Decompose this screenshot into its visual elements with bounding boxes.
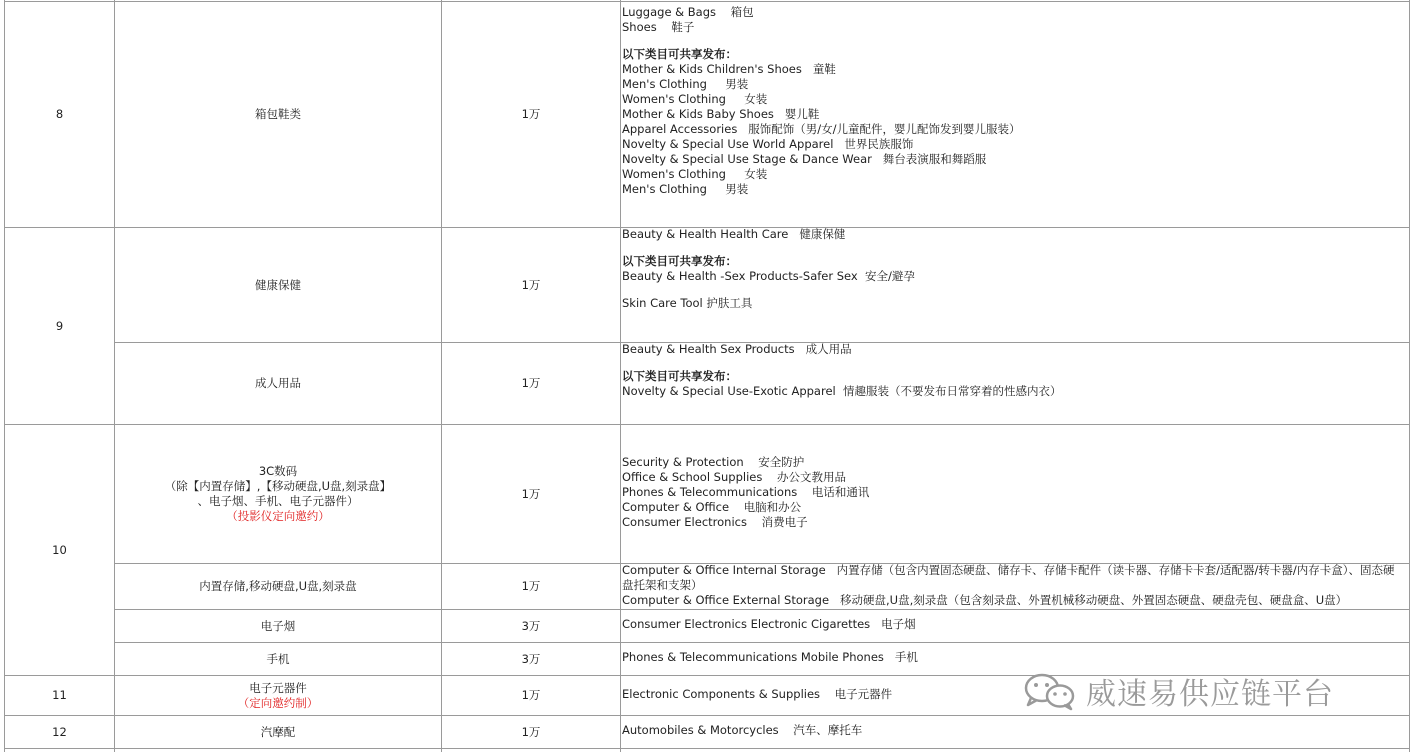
detail-cell bbox=[622, 5, 1021, 197]
line-gap bbox=[622, 357, 1062, 369]
detail-line: Novelty & Special Use World Apparel 世界民族服饰 bbox=[622, 137, 914, 151]
detail-line: Phones & Telecommunications Mobile Phones 手机 bbox=[622, 650, 918, 664]
wechat-icon bbox=[1022, 671, 1080, 711]
detail-line: Computer & Office External Storage 移动硬盘,U盘,刻录盘（包含刻录盘、外置机械移动硬盘、外置固态硬盘、硬盘壳包、硬盘盒、U盘） bbox=[622, 593, 1348, 607]
detail-line: Mother & Kids Baby Shoes 婴儿鞋 bbox=[622, 107, 820, 121]
row-number bbox=[5, 2, 114, 227]
row-number-text: 12 bbox=[52, 724, 67, 739]
detail-cell bbox=[622, 723, 862, 738]
detail-line: Beauty & Health Health Care 健康保健 bbox=[622, 227, 846, 241]
fee-cell bbox=[442, 643, 620, 675]
line-gap bbox=[622, 35, 1021, 47]
row-number bbox=[5, 228, 114, 424]
category-cell bbox=[115, 343, 441, 424]
row-number-text: 11 bbox=[52, 688, 67, 702]
invite-note: （投影仪定向邀约） bbox=[226, 509, 330, 523]
category-cell bbox=[115, 610, 441, 642]
detail-line: Office & School Supplies 办公文教用品 bbox=[622, 470, 846, 484]
detail-line: Mother & Kids Children's Shoes 童鞋 bbox=[622, 62, 836, 76]
detail-line: 盘托架和支架） bbox=[622, 578, 703, 592]
detail-cell bbox=[622, 342, 1062, 399]
invite-note: （定向邀约制） bbox=[237, 695, 319, 710]
fee-text: 1万 bbox=[521, 277, 541, 292]
row-number-text: 9 bbox=[55, 318, 64, 333]
detail-cell bbox=[622, 617, 916, 632]
category-cell bbox=[115, 564, 441, 609]
detail-line: Consumer Electronics Electronic Cigarettes 电子烟 bbox=[622, 617, 916, 631]
detail-line: Luggage & Bags 箱包 bbox=[622, 5, 754, 19]
detail-line: Beauty & Health -Sex Products-Safer Sex 安全/避孕 bbox=[622, 269, 915, 283]
detail-line: Novelty & Special Use-Exotic Apparel 情趣服装（不要发布日常穿着的性感内衣） bbox=[622, 384, 1062, 398]
fee-text: 1万 bbox=[521, 107, 541, 121]
detail-line: Apparel Accessories 服饰配饰（男/女/儿童配件，婴儿配饰发到婴儿服装） bbox=[622, 122, 1021, 136]
table-border bbox=[1409, 0, 1410, 752]
fee-cell bbox=[442, 425, 620, 563]
fee-cell bbox=[442, 610, 620, 642]
row-number-text: 8 bbox=[55, 107, 64, 121]
detail-line: Phones & Telecommunications 电话和通讯 bbox=[622, 485, 870, 499]
fee-text: 3万 bbox=[521, 618, 541, 633]
row-number bbox=[5, 425, 114, 675]
detail-line: Automobiles & Motorcycles 汽车、摩托车 bbox=[622, 723, 863, 737]
category-text: 电子烟 bbox=[260, 618, 296, 633]
table-border bbox=[620, 0, 621, 752]
fee-text: 1万 bbox=[521, 376, 541, 390]
detail-line: Computer & Office 电脑和办公 bbox=[622, 500, 802, 514]
fee-text: 1万 bbox=[521, 579, 541, 593]
row-number-text: 10 bbox=[52, 542, 67, 557]
detail-cell bbox=[622, 650, 918, 665]
detail-line: Security & Protection 安全防护 bbox=[622, 455, 805, 469]
detail-line: Men's Clothing 男装 bbox=[622, 182, 749, 196]
fee-cell bbox=[442, 716, 620, 748]
detail-line: Computer & Office Internal Storage 内置存储（包含内置固态硬盘、储存卡、存储卡配件（读卡器、存储卡卡套/适配器/转卡器/内存卡盒）、固态硬 bbox=[622, 563, 1395, 577]
detail-line: Men's Clothing 男装 bbox=[622, 77, 749, 91]
fee-text: 3万 bbox=[521, 651, 541, 666]
fee-text: 1万 bbox=[521, 486, 541, 501]
detail-line: Women's Clothing 女装 bbox=[622, 167, 768, 181]
category-text: 成人用品 bbox=[255, 376, 301, 390]
fee-cell bbox=[442, 564, 620, 609]
detail-line: Novelty & Special Use Stage & Dance Wear 舞台表演服和舞蹈服 bbox=[622, 152, 987, 166]
category-line: 3C数码 bbox=[258, 464, 298, 478]
detail-cell bbox=[622, 455, 869, 530]
row-number bbox=[5, 676, 114, 715]
shared-heading: 以下类目可共享发布： bbox=[622, 254, 737, 268]
category-line: （除【内置存储】,【移动硬盘,U盘,刻录盘】 bbox=[164, 479, 392, 493]
category-text: 手机 bbox=[266, 651, 290, 666]
category-cell bbox=[115, 228, 441, 342]
detail-cell bbox=[622, 687, 892, 702]
watermark bbox=[1022, 668, 1334, 714]
category-cell bbox=[115, 676, 441, 715]
detail-cell bbox=[622, 563, 1394, 608]
watermark-text: 威速易供应链平台 bbox=[1086, 677, 1334, 712]
fee-cell bbox=[442, 2, 620, 227]
fee-text: 1万 bbox=[521, 724, 541, 739]
detail-line: Shoes 鞋子 bbox=[622, 20, 695, 34]
category-text: 健康保健 bbox=[255, 277, 301, 292]
category-text: 内置存储,移动硬盘,U盘,刻录盘 bbox=[199, 579, 357, 593]
detail-cell bbox=[622, 227, 915, 311]
fee-text: 1万 bbox=[521, 688, 541, 702]
shared-heading: 以下类目可共享发布： bbox=[622, 369, 737, 383]
category-line: 、电子烟、手机、电子元器件） bbox=[197, 494, 359, 508]
category-cell bbox=[115, 643, 441, 675]
category-text: 箱包鞋类 bbox=[255, 107, 301, 121]
category-cell bbox=[115, 2, 441, 227]
category-text: 电子元器件 bbox=[249, 680, 307, 695]
fee-cell bbox=[442, 228, 620, 342]
detail-line: Beauty & Health Sex Products 成人用品 bbox=[622, 342, 852, 356]
category-text: 汽摩配 bbox=[260, 724, 296, 739]
detail-line: Electronic Components & Supplies 电子元器件 bbox=[622, 687, 893, 701]
shared-heading: 以下类目可共享发布： bbox=[622, 47, 737, 61]
category-cell bbox=[115, 716, 441, 748]
fee-cell bbox=[442, 343, 620, 424]
detail-line: Women's Clothing 女装 bbox=[622, 92, 768, 106]
fee-cell bbox=[442, 676, 620, 715]
row-number bbox=[5, 716, 114, 748]
line-gap bbox=[622, 284, 915, 296]
line-gap bbox=[622, 242, 915, 254]
table-border bbox=[4, 748, 1410, 749]
detail-line: Skin Care Tool 护肤工具 bbox=[622, 296, 753, 310]
detail-line: Consumer Electronics 消费电子 bbox=[622, 515, 808, 529]
category-cell bbox=[115, 425, 441, 563]
